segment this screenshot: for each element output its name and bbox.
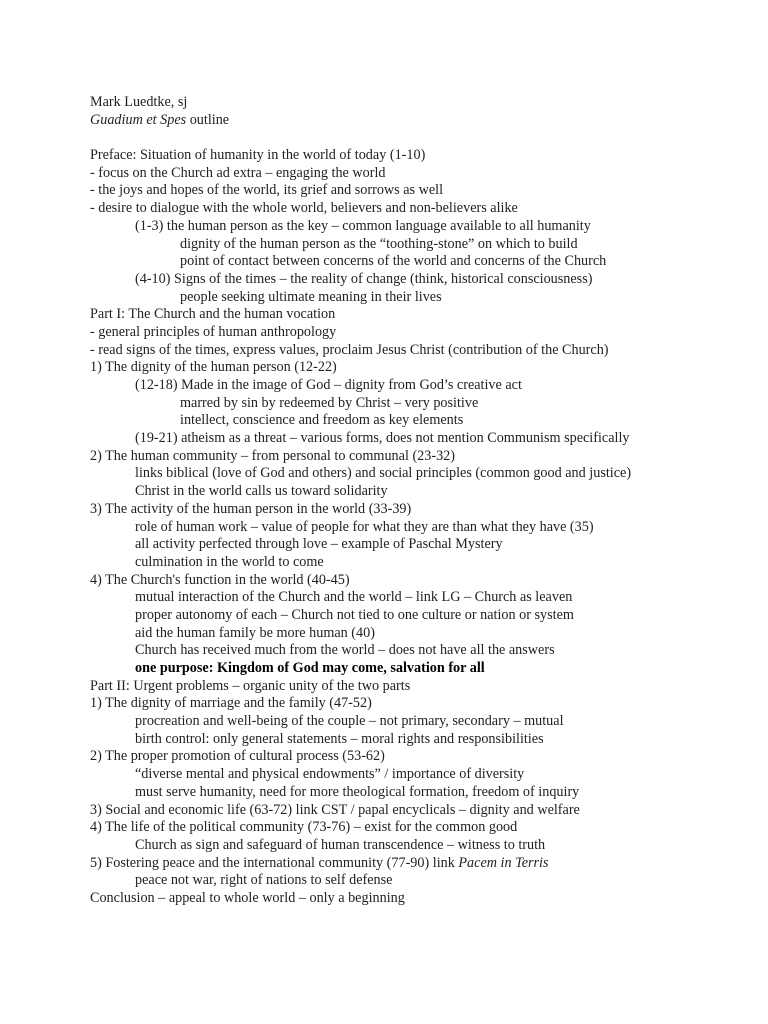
pacem-in-terris-title: Pacem in Terris	[458, 854, 549, 871]
outline-line: peace not war, right of nations to self defense	[135, 872, 393, 889]
outline-line: birth control: only general statements – moral rights and responsibilities	[135, 730, 544, 747]
outline-line: (19-21) atheism as a threat – various forms, does not mention Communism specifically	[135, 430, 630, 447]
outline-line: (1-3) the human person as the key – common language available to all humanity	[135, 217, 591, 234]
part-two-heading: Part II: Urgent problems – organic unity of the two parts	[90, 677, 411, 694]
document-title	[90, 112, 760, 130]
outline-line: - the joys and hopes of the world, its grief and sorrows as well	[90, 182, 444, 199]
section-heading-text: 5) Fostering peace and the international community (77-90) link	[90, 854, 459, 871]
author-line: Mark Luedtke, sj	[90, 94, 188, 110]
outline-line: dignity of the human person as the “toothing-stone” on which to build	[180, 235, 578, 252]
section-heading: 2) The proper promotion of cultural process (53-62)	[90, 748, 385, 765]
outline-line: marred by sin by redeemed by Christ – very positive	[180, 394, 479, 411]
outline-line: procreation and well-being of the couple – not primary, secondary – mutual	[135, 713, 564, 730]
outline-line: “diverse mental and physical endowments” / importance of diversity	[135, 766, 525, 783]
blank-line	[90, 129, 760, 147]
outline-line: (12-18) Made in the image of God – dignity from God’s creative act	[135, 377, 522, 393]
section-heading: 2) The human community – from personal to communal (23-32)	[90, 447, 455, 464]
outline-line: people seeking ultimate meaning in their lives	[180, 288, 442, 305]
outline-line: Christ in the world calls us toward solidarity	[135, 483, 388, 500]
outline-line: proper autonomy of each – Church not tied to one culture or nation or system	[135, 606, 574, 623]
section-heading	[90, 855, 760, 873]
section-heading: 3) Social and economic life (63-72) link CST / papal encyclicals – dignity and welfare	[90, 801, 580, 818]
outline-line: (4-10) Signs of the times – the reality of change (think, historical consciousness)	[135, 270, 593, 287]
outline-line: role of human work – value of people for what they are than what they have (35)	[135, 518, 594, 535]
outline-line: Church has received much from the world – does not have all the answers	[135, 642, 555, 659]
section-heading: 4) The Church's function in the world (40-45)	[90, 571, 350, 588]
document-body	[90, 94, 760, 908]
outline-line: culmination in the world to come	[135, 553, 324, 570]
outline-line: aid the human family be more human (40)	[135, 624, 375, 641]
outline-line: - general principles of human anthropology	[90, 323, 337, 340]
bold-key-point: one purpose: Kingdom of God may come, salvation for all	[135, 660, 485, 676]
outline-line: all activity perfected through love – example of Paschal Mystery	[135, 536, 503, 553]
part-one-heading: Part I: The Church and the human vocation	[90, 306, 336, 323]
outline-line: - desire to dialogue with the whole world, believers and non-believers alike	[90, 200, 518, 217]
document-title-rest: outline	[186, 111, 230, 128]
section-heading: 1) The dignity of marriage and the family (47-52)	[90, 695, 372, 712]
outline-line: - focus on the Church ad extra – engaging the world	[90, 164, 386, 181]
preface-heading: Preface: Situation of humanity in the world of today (1-10)	[90, 147, 426, 164]
outline-line: mutual interaction of the Church and the world – link LG – Church as leaven	[135, 589, 573, 606]
outline-line: - read signs of the times, express values, proclaim Jesus Christ (contribution of the Church)	[90, 341, 609, 358]
section-heading: 1) The dignity of the human person (12-22)	[90, 359, 337, 376]
outline-line: point of contact between concerns of the world and concerns of the Church	[180, 253, 607, 270]
section-heading: 4) The life of the political community (73-76) – exist for the common good	[90, 819, 518, 836]
outline-line: must serve humanity, need for more theological formation, freedom of inquiry	[135, 783, 580, 800]
document-title-italic: Guadium et Spes	[90, 111, 187, 128]
section-heading: 3) The activity of the human person in the world (33-39)	[90, 500, 412, 517]
conclusion-line: Conclusion – appeal to whole world – only a beginning	[90, 889, 405, 906]
outline-line: intellect, conscience and freedom as key elements	[180, 412, 464, 429]
outline-line: links biblical (love of God and others) and social principles (common good and justice)	[135, 465, 632, 482]
outline-line: Church as sign and safeguard of human transcendence – witness to truth	[135, 836, 546, 853]
